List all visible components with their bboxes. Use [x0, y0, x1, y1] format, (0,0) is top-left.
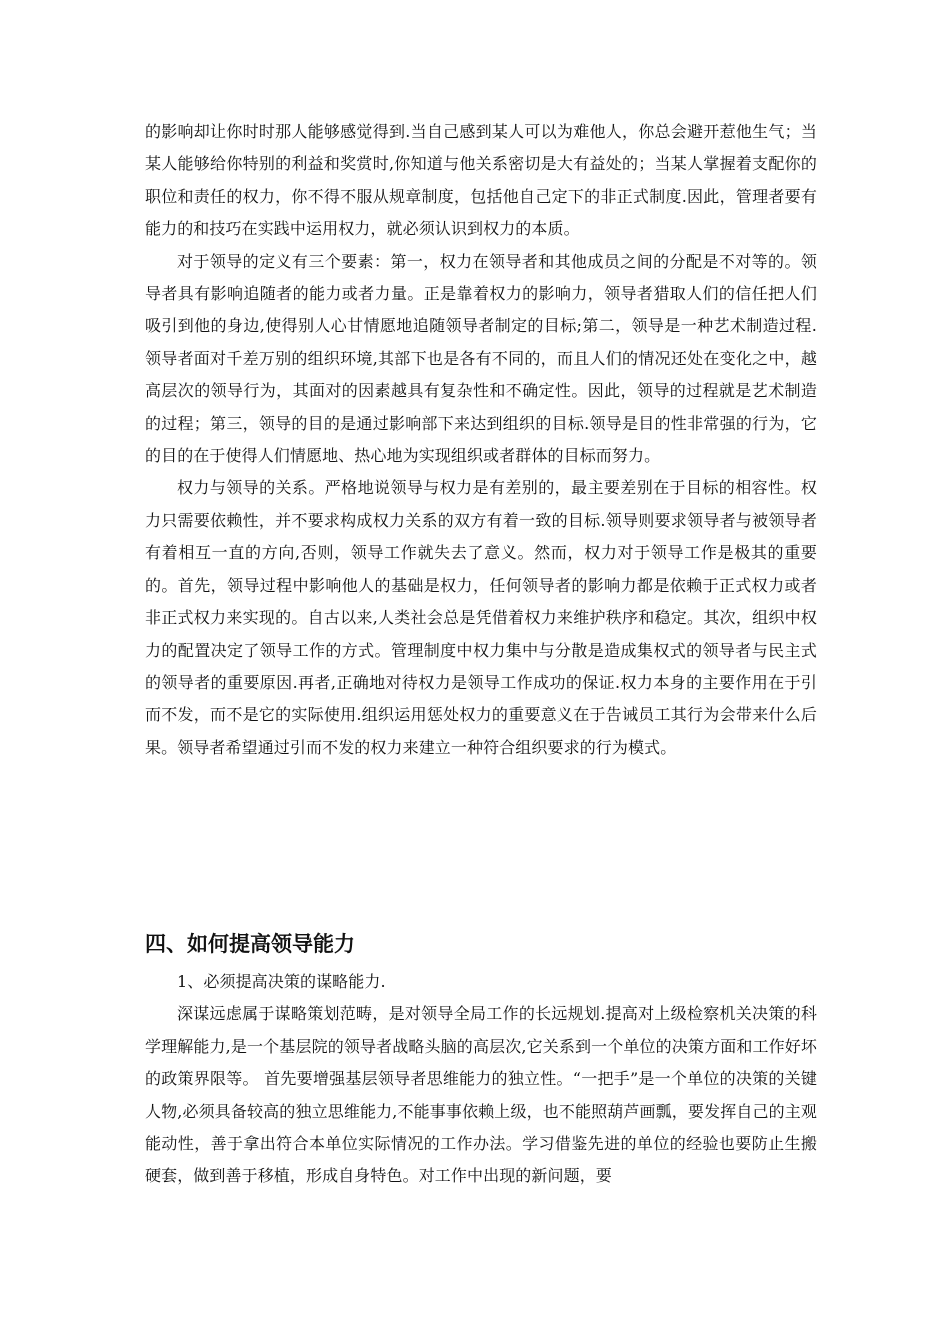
section-heading: 四、如何提高领导能力	[145, 932, 355, 956]
body-text-bottom	[145, 966, 817, 1193]
subheading-decision-strategy: 1、必须提高决策的谋略能力.	[177, 972, 386, 991]
paragraph-power-essence: 的影响却让你时时那人能够感觉得到.当自己感到某人可以为难他人，你总会避开惹他生气；当某人能够给你特别的利益和奖赏时,你知道与他关系密切是大有益处的；当某人掌握着支配你的职位和责任的权力，你不得不服从规章制度，包括他自己定下的非正式制度.因此，管理者要有能力的和技巧在实践中运用权力，就必须认识到权力的本质。	[145, 122, 817, 239]
paragraph-strategic-planning: 深谋远虑属于谋略策划范畴，是对领导全局工作的长远规划.提高对上级检察机关决策的科学理解能力,是一个基层院的领导者战略头脑的高层次,它关系到一个单位的决策方面和工作好坏的政策界限等。 首先要增强基层领导者思维能力的独立性。“一把手”是一个单位的决策的关键人物,必须具备较高的独立思维能力,不能事事依赖上级，也不能照葫芦画瓢，要发挥自己的主观能动性，善于拿出符合本单位实际情况的工作办法。学习借鉴先进的单位的经验也要防止生搬硬套，做到善于移植，形成自身特色。对工作中出现的新问题，要	[145, 1004, 817, 1186]
body-text-top	[145, 116, 817, 764]
paragraph-leadership-definition: 对于领导的定义有三个要素：第一，权力在领导者和其他成员之间的分配是不对等的。领导者具有影响追随者的能力或者力量。正是靠着权力的影响力，领导者猎取人们的信任把人们吸引到他的身边,使得别人心甘情愿地追随领导者制定的目标;第二，领导是一种艺术制造过程.领导者面对千差万别的组织环境,其部下也是各有不同的，而且人们的情况还处在变化之中，越高层次的领导行为，其面对的因素越具有复杂性和不确定性。因此，领导的过程就是艺术制造的过程；第三，领导的目的是通过影响部下来达到组织的目标.领导是目的性非常强的行为，它的目的在于使得人们情愿地、热心地为实现组织或者群体的目标而努力。	[145, 251, 817, 466]
paragraph-power-leadership-relation: 权力与领导的关系。严格地说领导与权力是有差别的，最主要差别在于目标的相容性。权力只需要依赖性，并不要求构成权力关系的双方有着一致的目标.领导则要求领导者与被领导者有着相互一直的方向,否则，领导工作就失去了意义。然而，权力对于领导工作是极其的重要的。首先，领导过程中影响他人的基础是权力，任何领导者的影响力都是依赖于正式权力或者非正式权力来实现的。自古以来,人类社会总是凭借着权力来维护秩序和稳定。其次，组织中权力的配置决定了领导工作的方式。管理制度中权力集中与分散是造成集权式的领导者与民主式的领导者的重要原因.再者,正确地对待权力是领导工作成功的保证.权力本身的主要作用在于引而不发，而不是它的实际使用.组织运用惩处权力的重要意义在于告诫员工其行为会带来什么后果。领导者希望通过引而不发的权力来建立一种符合组织要求的行为模式。	[145, 478, 817, 757]
